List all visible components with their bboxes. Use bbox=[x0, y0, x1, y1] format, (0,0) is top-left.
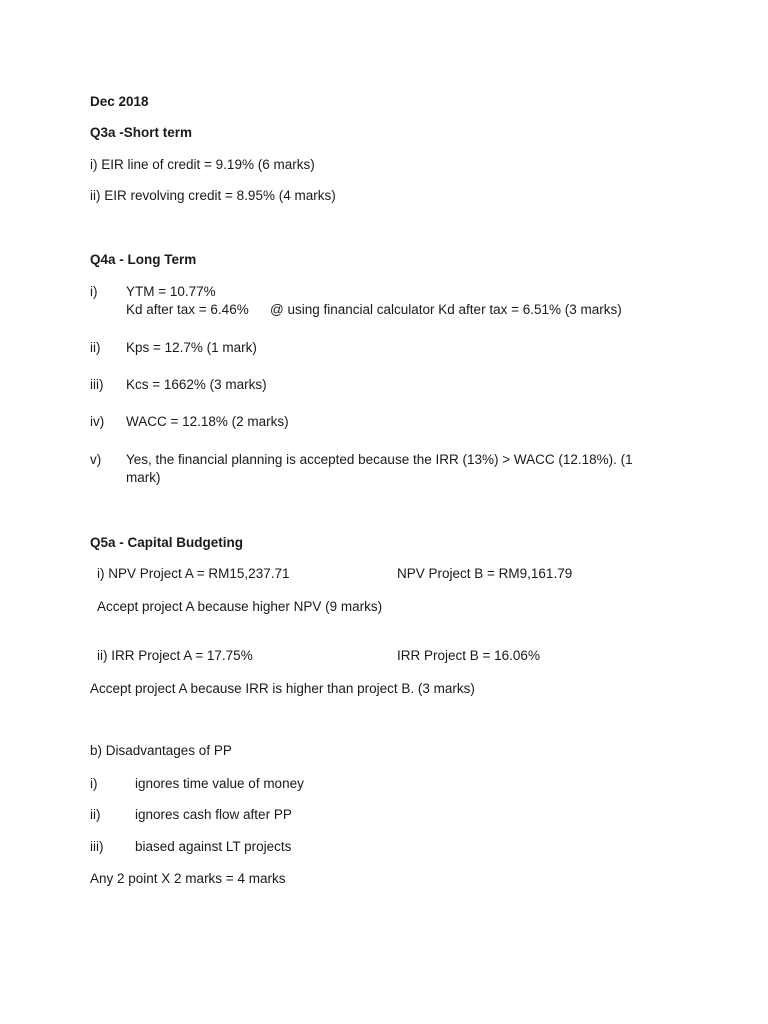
irr-project-a: ii) IRR Project A = 17.75% bbox=[97, 648, 253, 663]
b-footer: Any 2 point X 2 marks = 4 marks bbox=[90, 871, 286, 886]
q4a-item-1-num: i) bbox=[90, 284, 98, 299]
q4a-item-1-text3: @ using financial calculator Kd after tax = 6.51% (3 marks) bbox=[270, 302, 622, 317]
b-item-1-num: i) bbox=[90, 776, 98, 791]
q4a-item-5-text2: mark) bbox=[126, 470, 161, 485]
b-item-1-text: ignores time value of money bbox=[135, 776, 304, 791]
npv-project-a: i) NPV Project A = RM15,237.71 bbox=[97, 566, 290, 581]
q4a-item-3-num: iii) bbox=[90, 377, 104, 392]
doc-heading: Dec 2018 bbox=[90, 94, 149, 109]
b-item-3-text: biased against LT projects bbox=[135, 839, 292, 854]
q4a-item-3-text: Kcs = 1662% (3 marks) bbox=[126, 377, 267, 392]
q4a-item-2-num: ii) bbox=[90, 340, 101, 355]
q4a-title: Q4a - Long Term bbox=[90, 252, 197, 267]
q4a-item-5-num: v) bbox=[90, 452, 102, 467]
q3a-item-1: i) EIR line of credit = 9.19% (6 marks) bbox=[90, 157, 315, 172]
b-item-3-num: iii) bbox=[90, 839, 104, 854]
q4a-item-1-text2: Kd after tax = 6.46% bbox=[126, 302, 249, 317]
b-title: b) Disadvantages of PP bbox=[90, 743, 232, 758]
q5a-title: Q5a - Capital Budgeting bbox=[90, 535, 244, 550]
q4a-item-4-num: iv) bbox=[90, 414, 105, 429]
b-item-2-num: ii) bbox=[90, 807, 101, 822]
q3a-title: Q3a -Short term bbox=[90, 125, 193, 140]
b-item-2-text: ignores cash flow after PP bbox=[135, 807, 292, 822]
q4a-item-2-text: Kps = 12.7% (1 mark) bbox=[126, 340, 257, 355]
npv-accept: Accept project A because higher NPV (9 marks) bbox=[97, 599, 383, 614]
irr-accept: Accept project A because IRR is higher than project B. (3 marks) bbox=[90, 681, 475, 696]
q3a-item-2: ii) EIR revolving credit = 8.95% (4 marks) bbox=[90, 188, 336, 203]
q4a-item-5-text: Yes, the financial planning is accepted because the IRR (13%) > WACC (12.18%). (1 bbox=[126, 452, 633, 467]
npv-project-b: NPV Project B = RM9,161.79 bbox=[397, 566, 573, 581]
q4a-item-4-text: WACC = 12.18% (2 marks) bbox=[126, 414, 289, 429]
irr-project-b: IRR Project B = 16.06% bbox=[397, 648, 540, 663]
q4a-item-1-text: YTM = 10.77% bbox=[126, 284, 216, 299]
